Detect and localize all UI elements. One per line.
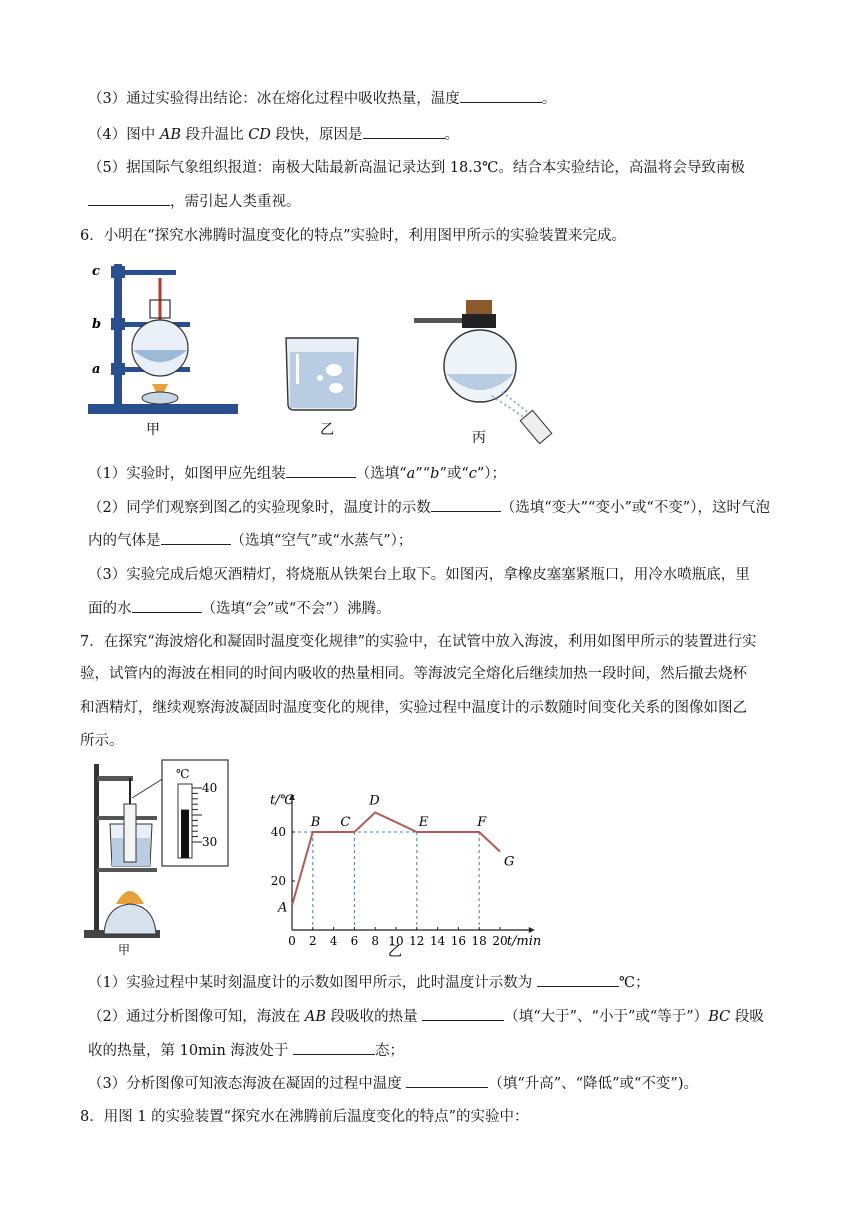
caption-yi: 乙 bbox=[388, 944, 402, 960]
q7-2b-end: 态； bbox=[375, 1043, 405, 1059]
q6-1-text: （1）实验时，如图甲应先组装 bbox=[88, 466, 286, 482]
caption-bing: 丙 bbox=[472, 430, 486, 446]
x-tick-label: 6 bbox=[350, 934, 359, 948]
q5-3-end: 。 bbox=[541, 91, 557, 107]
x-tick-label: 18 bbox=[471, 934, 487, 948]
answer-blank[interactable] bbox=[88, 191, 170, 206]
option-c: c bbox=[468, 466, 477, 482]
point-label-a: A bbox=[278, 900, 288, 916]
q6-2b-end: （选填“空气”或“水蒸气”）； bbox=[230, 533, 413, 549]
test-tube bbox=[124, 804, 136, 862]
answer-blank[interactable] bbox=[431, 497, 501, 512]
water-spray bbox=[502, 392, 530, 414]
q6-figure-yi bbox=[276, 330, 376, 440]
q7-stem-2: 验，试管内的海波在相同的时间内吸收的热量相同。等海波完全熔化后继续加热一段时间，然后撤去烧杯 bbox=[80, 666, 747, 682]
q6-1-end: ”）； bbox=[476, 466, 507, 482]
point-label-b: B bbox=[310, 815, 321, 830]
thermo-tick-30: 30 bbox=[202, 835, 218, 849]
label-a: a bbox=[92, 362, 101, 377]
y-tick-label: 40 bbox=[270, 825, 286, 839]
clamp-c bbox=[120, 270, 176, 275]
q6-figure-bing bbox=[410, 296, 560, 446]
x-tick-label: 20 bbox=[492, 934, 508, 948]
q5-line-5b bbox=[88, 191, 788, 212]
answer-blank[interactable] bbox=[406, 1073, 488, 1088]
q8-stem: 8．用图 1 的实验装置“探究水在沸腾前后温度变化的特点”的实验中： bbox=[80, 1109, 529, 1125]
q7-stem-4: 所示。 bbox=[80, 733, 124, 749]
thermometer-column bbox=[181, 810, 189, 858]
x-tick-label: 12 bbox=[409, 934, 425, 948]
q7-part-3 bbox=[88, 1073, 788, 1094]
caption-jia: 甲 bbox=[146, 422, 160, 436]
point-labels bbox=[277, 793, 514, 915]
answer-blank[interactable] bbox=[422, 1006, 504, 1021]
bubble-1 bbox=[326, 364, 342, 376]
y-tick-labels bbox=[271, 825, 295, 888]
q7-part-1 bbox=[88, 972, 788, 993]
q5-3-text: （3）通过实验得出结论：冰在熔化过程中吸收热量，温度 bbox=[88, 91, 460, 107]
q5-4-text-b: 段升温比 bbox=[180, 127, 249, 143]
segment-bc: BC bbox=[708, 1009, 731, 1025]
q7-stem-3: 和酒精灯，继续观察海波凝固时温度变化的规律，实验过程中温度计的示数随时间变化关系的图像如图乙 bbox=[80, 700, 747, 716]
segment-ab: AB bbox=[304, 1009, 326, 1025]
q6-2-text-b: （选填“变大”“变小”或“不变”），这时气泡 bbox=[500, 500, 770, 516]
sep-2: ”或“ bbox=[439, 466, 469, 482]
series-line bbox=[292, 812, 500, 905]
point-label-g: G bbox=[504, 854, 515, 870]
answer-blank[interactable] bbox=[161, 530, 231, 545]
stand-rod bbox=[114, 264, 122, 408]
answer-blank[interactable] bbox=[363, 124, 445, 139]
q7-part-2b bbox=[88, 1040, 788, 1061]
answer-blank[interactable] bbox=[293, 1040, 375, 1055]
rubber-stopper bbox=[466, 300, 492, 314]
sep-1: ”“ bbox=[415, 466, 431, 482]
clamp-joint-a bbox=[111, 363, 125, 375]
q6-figure-jia bbox=[84, 256, 244, 436]
thermo-tick-40: 40 bbox=[202, 781, 218, 795]
pointer-line bbox=[132, 778, 164, 798]
q7-2-text-d: 段吸 bbox=[730, 1009, 764, 1025]
x-tick-label: 10 bbox=[388, 934, 404, 948]
clamp-head bbox=[462, 314, 496, 328]
q7-1-end: ℃； bbox=[618, 975, 650, 991]
q6-part-2a bbox=[88, 497, 788, 518]
q6-3b-end: （选填“会”或“不会”）沸腾。 bbox=[201, 601, 391, 617]
q7-3-end: （填“升高”、“降低”或“不变”)。 bbox=[488, 1076, 698, 1092]
q5-line-4 bbox=[88, 124, 788, 145]
q6-3b-text: 面的水 bbox=[88, 601, 132, 617]
y-tick-label: 20 bbox=[270, 874, 286, 888]
round-flask bbox=[444, 330, 516, 402]
answer-blank[interactable] bbox=[286, 463, 356, 478]
option-b: b bbox=[430, 466, 440, 482]
caption-yi: 乙 bbox=[320, 422, 334, 438]
chart-guides bbox=[292, 832, 479, 930]
q6-2b-text: 内的气体是 bbox=[88, 533, 161, 549]
alcohol-lamp bbox=[104, 904, 156, 934]
q5-line-5 bbox=[88, 158, 788, 178]
x-tick-label: 2 bbox=[308, 934, 317, 948]
q5-4-text-c: 段快，原因是 bbox=[270, 127, 363, 143]
clamp-joint-b bbox=[111, 318, 125, 330]
label-c: c bbox=[92, 264, 100, 279]
x-tick-label: 16 bbox=[450, 934, 467, 948]
q7-2b-text: 收的热量，第 10min 海波处于 bbox=[88, 1043, 294, 1059]
stand-rod bbox=[94, 764, 99, 936]
caption-jia: 甲 bbox=[118, 943, 131, 957]
q7-stem-1: 7．在探究“海波熔化和凝固时温度变化规律”的实验中，在试管中放入海波，利用如图甲所示的装置进行实 bbox=[80, 634, 757, 650]
q7-1-text: （1）实验过程中某时刻温度计的示数如图甲所示，此时温度计示数为 bbox=[88, 975, 537, 991]
answer-blank[interactable] bbox=[460, 88, 542, 103]
beaker-glare bbox=[296, 354, 299, 384]
q7-2-text-c: （填“大于”、“小于”或“等于”） bbox=[504, 1009, 709, 1025]
stand-base bbox=[88, 404, 238, 414]
x-axis-label: t/min bbox=[506, 934, 542, 949]
clamp-joint-c bbox=[111, 266, 125, 278]
alcohol-lamp bbox=[142, 392, 178, 404]
q5-line-3 bbox=[88, 88, 788, 109]
q6-part-3a: （3）实验完成后熄灭酒精灯，将烧瓶从铁架台上取下。如图丙，拿橡皮塞塞紧瓶口，用冷水喷瓶底，里 bbox=[88, 567, 750, 583]
thermometer-zoom-box bbox=[162, 760, 228, 866]
q5-5-end: ，需引起人类重视。 bbox=[170, 194, 301, 210]
q5-5-text: （5）据国际气象组织报道：南极大陆最新高温记录达到 18.3℃。结合本实验结论，高温将会导致南极 bbox=[88, 160, 745, 176]
y-axis-label: t/℃ bbox=[270, 793, 295, 808]
q6-part-2b bbox=[88, 530, 788, 551]
q5-4-text: （4）图中 bbox=[88, 127, 160, 143]
flame bbox=[152, 384, 168, 392]
q5-4-end: 。 bbox=[444, 127, 460, 143]
flame bbox=[116, 891, 144, 904]
x-tick-label: 8 bbox=[371, 934, 380, 948]
q6-stem: 6．小明在“探究水沸腾时温度变化的特点”实验时，利用图甲所示的实验装置来完成。 bbox=[80, 228, 627, 244]
bubble-2 bbox=[317, 375, 323, 381]
option-a: a bbox=[406, 466, 416, 482]
q6-2-text: （2）同学们观察到图乙的实验现象时，温度计的示数 bbox=[88, 500, 431, 516]
segment-ab: AB bbox=[159, 127, 181, 143]
q7-2-text: （2）通过分析图像可知，海波在 bbox=[88, 1009, 305, 1025]
bubble-3 bbox=[329, 383, 343, 393]
answer-blank[interactable] bbox=[132, 598, 202, 613]
point-label-f: F bbox=[477, 815, 487, 830]
clamp-top bbox=[97, 776, 133, 781]
flask bbox=[132, 320, 188, 376]
q6-part-1 bbox=[88, 463, 788, 484]
x-tick-label: 4 bbox=[329, 934, 338, 948]
x-axis-arrow bbox=[529, 927, 535, 933]
x-tick-label: 0 bbox=[288, 934, 296, 948]
segment-cd: CD bbox=[248, 127, 271, 143]
point-label-c: C bbox=[340, 815, 351, 830]
q7-2-text-b: 段吸收的热量 bbox=[325, 1009, 423, 1025]
point-label-e: E bbox=[418, 815, 429, 830]
q7-chart bbox=[268, 790, 558, 960]
point-label-d: D bbox=[369, 793, 380, 809]
ring-low bbox=[97, 868, 157, 872]
x-tick-label: 14 bbox=[429, 934, 446, 948]
answer-blank[interactable] bbox=[537, 972, 619, 987]
label-b: b bbox=[92, 317, 102, 332]
q6-part-3b bbox=[88, 598, 788, 619]
q6-1-text-b: （选填“ bbox=[355, 466, 407, 482]
q7-figure-jia bbox=[82, 758, 232, 958]
q7-part-2a bbox=[88, 1006, 788, 1027]
thermo-unit: ℃ bbox=[176, 767, 190, 781]
q7-3-text: （3）分析图像可知液态海波在凝固的过程中温度 bbox=[88, 1076, 407, 1092]
spray-bottle bbox=[520, 410, 552, 443]
chart-axes bbox=[289, 794, 535, 933]
